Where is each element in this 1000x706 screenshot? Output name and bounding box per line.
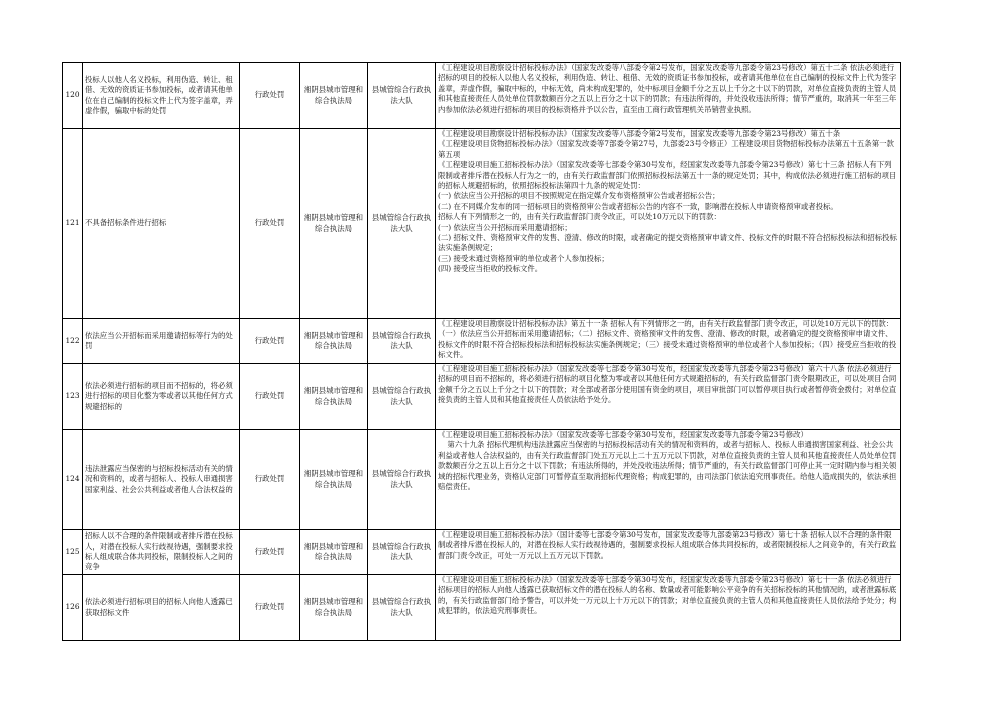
penalty-items-table — [62, 62, 901, 641]
executing-unit: 县城管综合行政执法大队 — [368, 63, 436, 129]
legal-basis-paragraph: 《工程建设项目货物招标投标办法》（国家发改委等7部委令第27号，九部委23号令修正）工程建设项目货物招标投标办法第五十五条第一款第五项 — [438, 139, 894, 159]
implementing-org: 湘阴县城市管理和综合执法局 — [300, 430, 368, 530]
legal-basis-paragraph: (二) 在不同媒介发布的同一招标项目的资格预审公告或者招标公告的内容不一致，影响潜在投标人申请资格预审或者投标。 — [438, 201, 838, 211]
legal-basis-paragraph: (一) 依法应当公开招标的项目不按照规定在指定媒介发布资格预审公告或者招标公告； — [438, 191, 720, 201]
item-name: 投标人以他人名义投标，利用伪造、转让、租借、无效的资质证书参加投标，或者请其他单位在自己编制的投标文件上代为签字盖章，弄虚作假，骗取中标的处罚 — [83, 63, 240, 129]
legal-basis — [436, 575, 901, 641]
implementing-org: 湘阴县城市管理和综合执法局 — [300, 575, 368, 641]
table-row — [63, 319, 901, 364]
item-category: 行政处罚 — [240, 575, 300, 641]
executing-unit: 县城管综合行政执法大队 — [368, 575, 436, 641]
legal-basis-paragraph: 第六十九条 招标代理机构违法泄露应当保密的与招标投标活动有关的情况和资料的，或者与招标人、投标人串通损害国家利益、社会公共利益或者他人合法权益的，由有关行政监督部门处五万元以上二十五万元以下罚款，对单位直接负责的主管人员和其他直接责任人员处单位罚款数额百分之五以上百分之十以下罚款；有违法所得的，并处没收违法所得；情节严重的，有关行政监督部门可停止其一定时期内参与相关领域的招标代理业务，资格认定部门可暂停直至取消招标代理资格；构成犯罪的，由司法部门依法追究刑事责任。给他人造成损失的，依法承担赔偿责任。 — [438, 440, 897, 492]
item-name: 依法应当公开招标而采用邀请招标等行为的处罚 — [83, 319, 240, 364]
legal-basis-paragraph: (二) 招标文件、资格预审文件的发售、澄清、修改的时限，或者确定的提交资格预审申请文件、投标文件的时限不符合招标投标法和招标投标法实施条例规定； — [438, 233, 897, 253]
legal-basis-paragraph: 《工程建设项目勘察设计招标投标办法》第五十一条 招标人有下列情形之一的，由有关行政监督部门责令改正，可以处10万元以下的罚款：（一）依法应当公开招标而采用邀请招标；（二）招标文件、资格预审文件的发售、澄清、修改的时限，或者确定的提交资格预审申请文件、投标文件的时限不符合招标投标法和招标投标法实施条例规定；（三）接受未通过资格预审的单位或者个人参加投标；（四）接受应当拒收的投标文件。 — [438, 319, 897, 360]
legal-basis — [436, 319, 901, 364]
executing-unit: 县城管综合行政执法大队 — [368, 364, 436, 430]
table-body — [63, 63, 901, 641]
item-name: 违法泄露应当保密的与招标投标活动有关的情况和资料的，或者与招标人、投标人串通损害国家利益、社会公共利益或者他人合法权益的 — [83, 430, 240, 530]
item-category: 行政处罚 — [240, 364, 300, 430]
item-category: 行政处罚 — [240, 129, 300, 319]
legal-basis-paragraph: 《工程建设项目施工招标投标办法》（国计委等七部委令第30号发布，国家发改委等九部委第23号修改）第七十条 招标人以不合理的条件限制或者排斥潜在投标人的，对潜在投标人实行歧视待遇的，强制要求投标人组成联合体共同投标的，或者限制投标人之间竞争的，有关行政监督部门责令改正，可处一万元以上五万元以下罚款。 — [438, 530, 897, 560]
row-number: 122 — [63, 319, 83, 364]
item-name: 不具备招标条件进行招标 — [83, 129, 240, 319]
item-category: 行政处罚 — [240, 430, 300, 530]
implementing-org: 湘阴县城市管理和综合执法局 — [300, 63, 368, 129]
row-number: 120 — [63, 63, 83, 129]
item-category: 行政处罚 — [240, 530, 300, 575]
legal-basis — [436, 364, 901, 430]
item-name: 依法必须进行招标的项目而不招标的，将必须进行招标的项目化整为零或者以其他任何方式规避招标的 — [83, 364, 240, 430]
legal-basis-paragraph: (四) 接受应当拒收的投标文件。 — [438, 264, 543, 274]
legal-basis-paragraph: (三) 接受未通过资格预审的单位或者个人参加投标； — [438, 253, 609, 263]
legal-basis — [436, 129, 901, 319]
legal-basis-paragraph: (一) 依法应当公开招标而采用邀请招标； — [438, 222, 572, 232]
item-name: 依法必须进行招标项目的招标人向他人透露已获取招标文件 — [83, 575, 240, 641]
legal-basis — [436, 430, 901, 530]
implementing-org: 湘阴县城市管理和综合执法局 — [300, 319, 368, 364]
executing-unit: 县城管综合行政执法大队 — [368, 129, 436, 319]
legal-basis-paragraph: 招标人有下列情形之一的，由有关行政监督部门责令改正，可以处10万元以下的罚款： — [438, 212, 721, 222]
table-row — [63, 575, 901, 641]
table-row — [63, 63, 901, 129]
executing-unit: 县城管综合行政执法大队 — [368, 319, 436, 364]
row-number: 125 — [63, 530, 83, 575]
row-number: 124 — [63, 430, 83, 530]
implementing-org: 湘阴县城市管理和综合执法局 — [300, 129, 368, 319]
executing-unit: 县城管综合行政执法大队 — [368, 430, 436, 530]
row-number: 121 — [63, 129, 83, 319]
row-number: 126 — [63, 575, 83, 641]
implementing-org: 湘阴县城市管理和综合执法局 — [300, 364, 368, 430]
item-name: 招标人以不合理的条件限制或者排斥潜在投标人，对潜在投标人实行歧视待遇，强制要求投标人组成联合体共同投标，限制投标人之间的竞争 — [83, 530, 240, 575]
table-row — [63, 530, 901, 575]
table-row — [63, 129, 901, 319]
implementing-org: 湘阴县城市管理和综合执法局 — [300, 530, 368, 575]
legal-basis — [436, 63, 901, 129]
legal-basis-paragraph: 《工程建设项目施工招标投标办法》（国家发改委等七部委令第30号发布，经国家发改委等九部委令第23号修改）第七十一条 依法必须进行招标项目的招标人向他人透露已获取招标文件的潜在投标人的名称、数量或者可能影响公平竞争的有关招标投标的其他情况的，或者泄露标底的，有关行政监督部门给予警告，可以并处一万元以上十万元以下的罚款；对单位直接负责的主管人员和其他直接责任人员依法给予处分；构成犯罪的，依法追究刑事责任。 — [438, 575, 897, 616]
row-number: 123 — [63, 364, 83, 430]
legal-basis — [436, 530, 901, 575]
item-category: 行政处罚 — [240, 63, 300, 129]
legal-basis-paragraph: 《工程建设项目勘察设计招标投标办法》（国家发改委等八部委令第2号发布，国家发改委等九部委令第23号修改）第五十条 — [438, 129, 841, 138]
executing-unit: 县城管综合行政执法大队 — [368, 530, 436, 575]
table-row — [63, 364, 901, 430]
legal-basis-paragraph: 《工程建设项目勘察设计招标投标办法》（国家发改委等八部委令第2号发布，国家发改委等九部委令第23号修改）第五十二条 依法必须进行招标的项目的投标人以他人名义投标，利用伪造、转让、租借、无效的资质证书参加投标，或者请其他单位在自己编制的投标文件上代为签字盖章，弄虚作假，骗取中标的，中标无效，尚未构成犯罪的，处中标项目金额千分之五以上千分之十以下的罚款，对单位直接负责的主管人员和其他直接责任人员处单位罚款数额百分之五以上百分之十以下的罚款；有违法所得的，并处没收违法所得；情节严重的，取消其一年至三年内参加依法必须进行招标的项目的投标资格并予以公告，直至由工商行政管理机关吊销营业执照。 — [438, 63, 897, 114]
legal-basis-paragraph: 《工程建设项目施工招标投标办法》（国家发改委等七部委令第30号发布，经国家发改委等九部委令第23号修改）第七十三条 招标人有下列限制或者排斥潜在投标人行为之一的，由有关行政监督部门依照招标投标法第五十一条的规定处罚；其中，构成依法必须进行施工招标的项目的招标人规避招标的，依照招标投标法第四十九条的规定处罚： — [438, 160, 897, 191]
item-category: 行政处罚 — [240, 319, 300, 364]
legal-basis-paragraph: 《工程建设项目施工招标投标办法》（国家发改委等七部委令第30号发布，经国家发改委等九部委令第23号修改） — [438, 430, 808, 439]
table-row — [63, 430, 901, 530]
legal-basis-paragraph: 《工程建设项目施工招标投标办法》（国家发改委等七部委令第30号发布，经国家发改委等九部委令第23号修改）第六十八条 依法必须进行招标的项目而不招标的，将必须进行招标的项目化整为零或者以其他任何方式规避招标的，有关行政监督部门责令限期改正，可以处项目合同金额千分之五以上千分之十以下的罚款；对全部或者部分使用国有资金的项目，项目审批部门可以暂停项目执行或者暂停资金拨付；对单位直接负责的主管人员和其他直接责任人员依法给予处分。 — [438, 364, 897, 405]
